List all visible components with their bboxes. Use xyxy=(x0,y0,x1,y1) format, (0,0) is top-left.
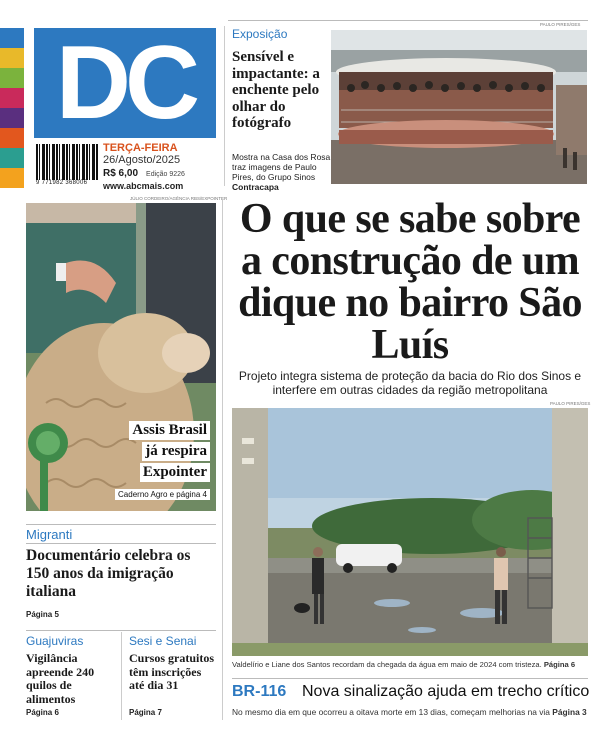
expointer-line: já respira xyxy=(142,442,210,461)
br116-body-text: No mesmo dia em que ocorreu a oitava morte em 13 dias, começam melhorias na via xyxy=(232,707,550,717)
exposicao-ref: Contracapa xyxy=(232,182,279,192)
color-strip-segment xyxy=(0,168,24,188)
color-strip-segment xyxy=(0,128,24,148)
br116-ref: Página 3 xyxy=(552,707,587,717)
guajuviras-ref: Página 6 xyxy=(26,708,59,717)
main-headline[interactable]: O que se sabe sobre a construção de um dique no bairro São Luís xyxy=(238,196,582,368)
divider xyxy=(222,200,223,720)
photo-credit: PAULO PIRES/GES xyxy=(540,22,581,27)
migranti-title[interactable]: Documentário celebra os 150 anos da imigração italiana xyxy=(26,547,191,600)
exposicao-title[interactable]: Sensível e impactante: a enchente pelo olhar do fotógrafo xyxy=(232,49,320,131)
newspaper-logo[interactable]: DC xyxy=(34,28,216,138)
migranti-ref: Página 5 xyxy=(26,610,59,619)
website-link[interactable]: www.abcmais.com xyxy=(103,181,184,191)
divider xyxy=(224,26,225,186)
color-strip-segment xyxy=(0,68,24,88)
expointer-headline[interactable] xyxy=(115,421,210,502)
exposicao-kicker: Exposição xyxy=(232,27,288,41)
sesi-kicker: Sesi e Senai xyxy=(129,634,197,648)
divider xyxy=(121,632,122,720)
date-block xyxy=(103,142,218,191)
br116-body xyxy=(232,707,592,717)
main-photo-caption xyxy=(232,660,588,669)
exposicao-body-text: Mostra na Casa dos Rosa traz imagens de Paulo Pires, do Grupo Sinos xyxy=(232,152,331,182)
exposicao-body xyxy=(232,152,332,192)
price: R$ 6,00 xyxy=(103,168,139,179)
exposicao-photo-image xyxy=(331,30,587,184)
photo-credit: JÚLIO CORDEIRO/AGÊNCIA RBS/EXPOINTER xyxy=(130,196,228,201)
sesi-ref: Página 7 xyxy=(129,708,162,717)
expointer-photo[interactable] xyxy=(26,203,216,511)
guajuviras-kicker: Guajuviras xyxy=(26,634,84,648)
expointer-ref: Caderno Agro e página 4 xyxy=(115,489,210,500)
br116-title[interactable]: Nova sinalização ajuda em trecho crítico xyxy=(302,683,590,700)
color-strip-segment xyxy=(0,48,24,68)
sesi-title[interactable]: Cursos gratuitos têm inscrições até dia 31 xyxy=(129,651,215,692)
barcode xyxy=(36,144,98,186)
caption-text: Valdelírio e Liane dos Santos recordam da chegada da água em maio de 2024 com tristeza. xyxy=(232,660,542,669)
divider xyxy=(232,678,588,679)
caption-ref: Página 6 xyxy=(543,660,576,669)
issue-date: 26/Agosto/2025 xyxy=(103,154,181,166)
expointer-line: Assis Brasil xyxy=(129,421,210,440)
main-photo[interactable] xyxy=(232,408,588,656)
barcode-bars xyxy=(36,144,98,180)
expointer-line: Expointer xyxy=(140,463,210,482)
br116-tag: BR-116 xyxy=(232,683,287,700)
color-strip-segment xyxy=(0,28,24,48)
dique-image xyxy=(232,408,588,656)
top-rule xyxy=(228,20,588,21)
guajuviras-title[interactable]: Vigilância apreende 240 quilos de alimentos xyxy=(26,651,95,706)
edition-number: Edição 9226 xyxy=(146,171,185,178)
barcode-number: 9 771982 368006 xyxy=(36,180,88,186)
main-subhead: Projeto integra sistema de proteção da bacia do Rio dos Sinos e interfere em outras cidades da região metropolitana xyxy=(238,369,582,397)
color-strip xyxy=(0,28,24,188)
exposicao-photo[interactable] xyxy=(331,30,587,184)
divider xyxy=(26,524,216,525)
divider xyxy=(26,630,216,631)
color-strip-segment xyxy=(0,108,24,128)
color-strip-segment xyxy=(0,148,24,168)
photo-credit: PAULO PIRES/GES xyxy=(550,401,591,406)
divider xyxy=(26,543,216,544)
weekday: TERÇA-FEIRA xyxy=(103,142,178,154)
color-strip-segment xyxy=(0,88,24,108)
migranti-kicker: Migranti xyxy=(26,527,73,542)
